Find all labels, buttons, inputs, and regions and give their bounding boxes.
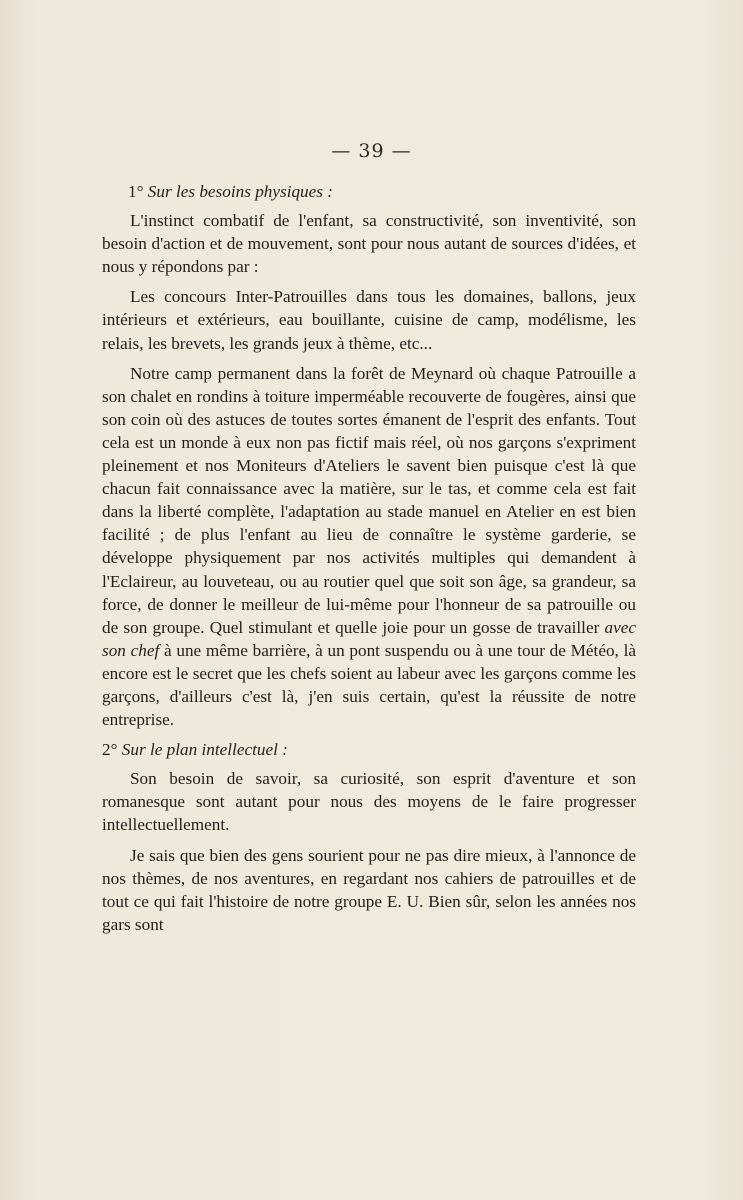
emphasis-text: avec son chef	[102, 617, 636, 660]
paragraph: Les concours Inter-Patrouilles dans tous les domaines, ballons, jeux intérieurs et extérieurs, eau bouillante, cuisine de camp, modélisme, les relais, les brevets, les grands jeux à thème, etc...	[102, 287, 636, 353]
section-title: Sur les besoins physiques :	[147, 182, 333, 201]
section-title: Sur le plan intellectuel :	[121, 740, 288, 760]
section-number: 1°	[128, 182, 144, 201]
paragraph: Son besoin de savoir, sa curiosité, son esprit d'aventure et son romanesque sont autant pour nous des moyens de le faire progresser intellectuellement.	[102, 769, 636, 835]
body-text	[102, 180, 636, 943]
paragraph-text: Notre camp permanent dans la forêt de Meynard où chaque Patrouille a son chalet en rondins à toiture imperméable recouverte de fougères, ainsi que son coin où des astuces de toutes sortes émanent de l'esprit des enfants. Tout cela est un monde à eux non pas fictif mais réel, où nos garçons s'expriment pleinement et nos Moniteurs d'Ateliers le savent bien puisque c'est là que chacun fait connaissance avec la matière, sur le tas, et comme cela est fait dans la liberté complète, l'adaptation au stade manuel en Atelier en est bien facilité ; de plus l'enfant au lieu de connaître le système garderie, se développe physiquement par nos activités multiples qui demandent à l'Eclaireur, au louveteau, ou au routier quel que soit son âge, sa grandeur, sa force, de donner le meilleur de lui-même pour l'honneur de sa patrouille ou de son groupe. Quel stimulant et quelle joie pour un gosse de travailler	[102, 363, 636, 637]
paragraph-text: à une même barrière, à un pont suspendu ou à une tour de Météo, là encore est le secret que les chefs soient au labeur avec les garçons comme les garçons, d'ailleurs c'est là, j'en suis certain, qu'est la réussite de notre entreprise.	[102, 640, 636, 730]
paragraph: L'instinct combatif de l'enfant, sa constructivité, son inventivité, son besoin d'action et de mouvement, sont pour nous autant de sources d'idées, et nous y répondons par :	[102, 211, 636, 277]
section-number: 2°	[102, 740, 118, 760]
section-heading-intellectual	[102, 738, 636, 761]
paragraph: Je sais que bien des gens sourient pour ne pas dire mieux, à l'annonce de nos thèmes, de nos aventures, en regardant nos cahiers de patrouilles et de tout ce qui fait l'histoire de notre groupe E. U. Bien sûr, selon les années nos gars sont	[102, 845, 636, 934]
page-number: — 39 —	[331, 140, 412, 162]
paragraph	[102, 362, 636, 732]
section-heading-physical	[102, 180, 636, 203]
